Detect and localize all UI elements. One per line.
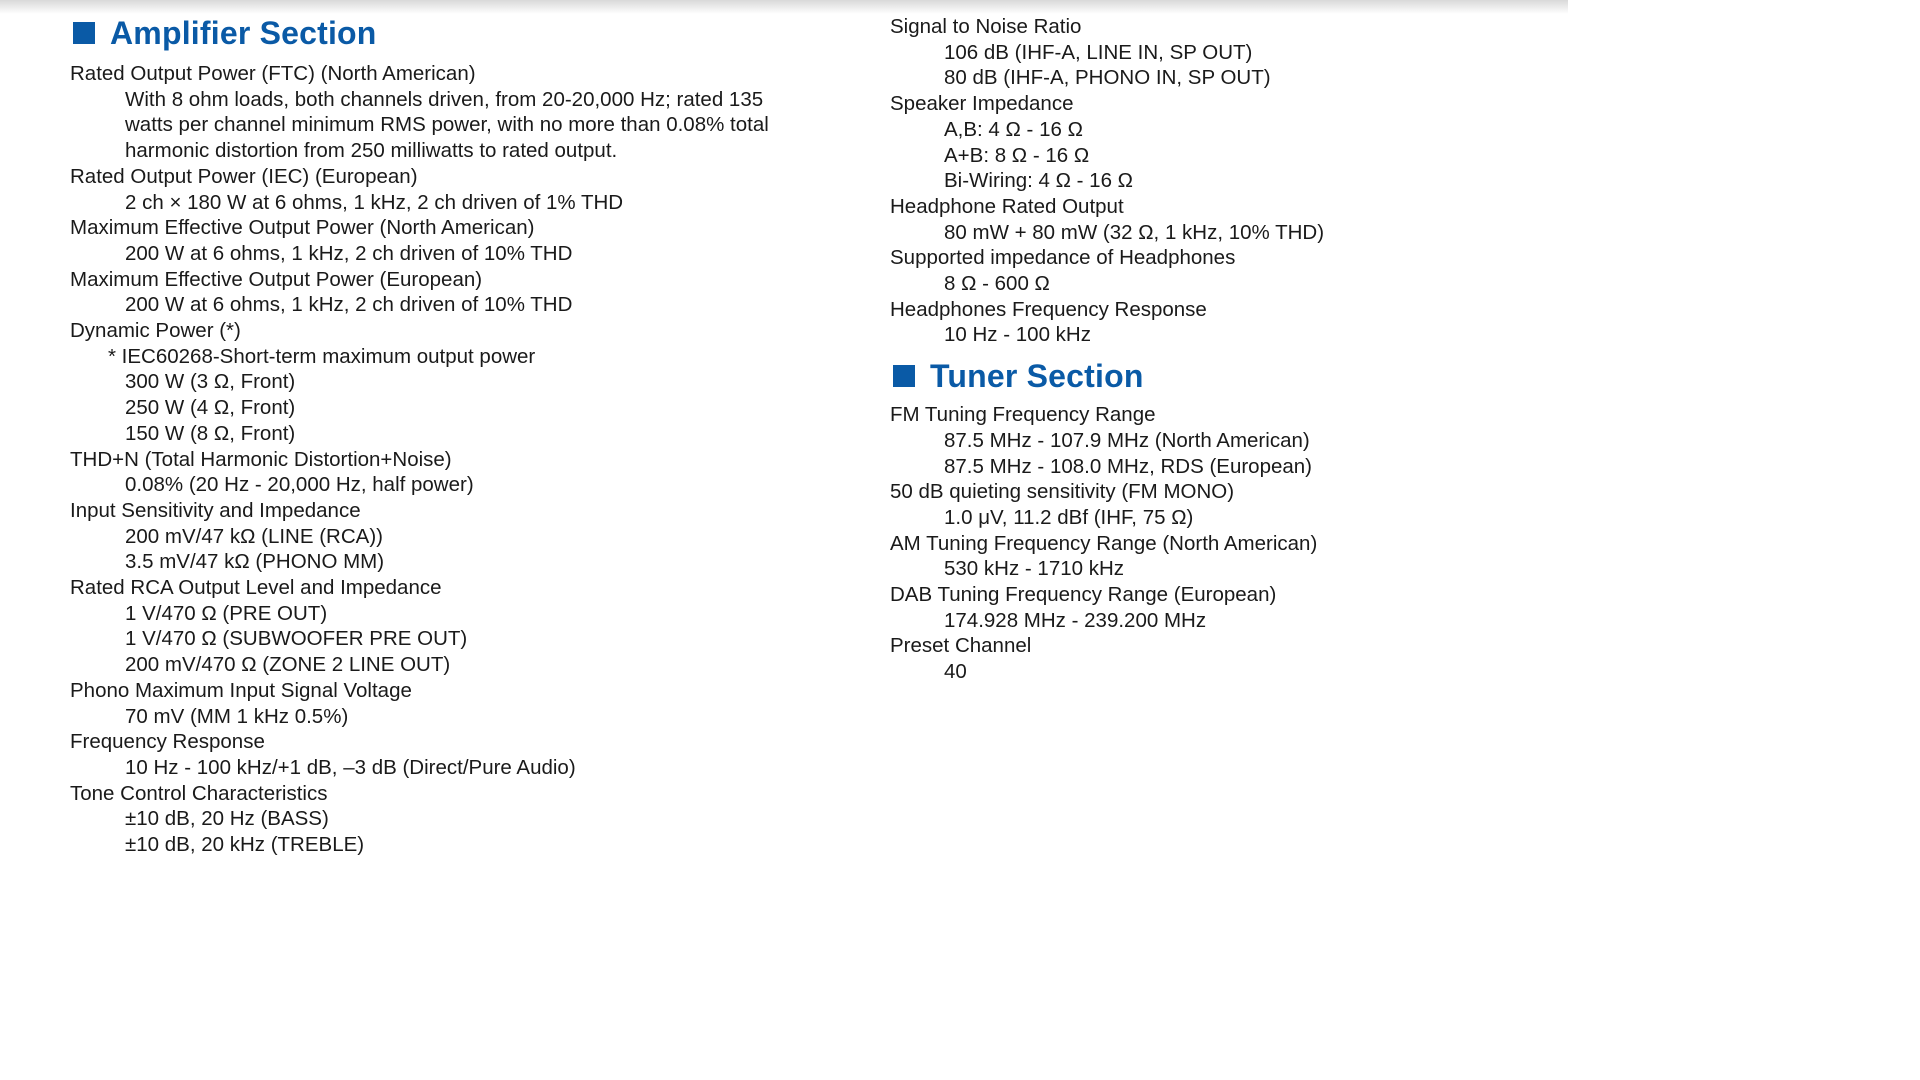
spec-value: A,B: 4 Ω - 16 Ω — [944, 117, 1083, 141]
spec-footnote: * IEC60268-Short-term maximum output power — [108, 344, 536, 368]
amplifier-section-heading — [70, 11, 850, 55]
spec-value: Bi-Wiring: 4 Ω - 16 Ω — [944, 169, 1133, 193]
spec-value: A+B: 8 Ω - 16 Ω — [944, 143, 1090, 167]
spec-value: 200 mV/470 Ω (ZONE 2 LINE OUT) — [125, 653, 451, 677]
spec-label: Speaker Impedance — [890, 92, 1074, 116]
tuner-section-heading — [890, 354, 1550, 398]
spec-label: Maximum Effective Output Power (North American) — [70, 216, 535, 240]
square-bullet-icon — [73, 22, 95, 44]
spec-value: 87.5 MHz - 107.9 MHz (North American) — [944, 428, 1310, 452]
spec-label: Tone Control Characteristics — [70, 781, 328, 805]
spec-label: Rated Output Power (FTC) (North American) — [70, 62, 476, 85]
square-bullet-icon — [893, 365, 915, 387]
spec-label: AM Tuning Frequency Range (North American) — [890, 531, 1318, 555]
spec-dab-range — [890, 582, 1550, 633]
spec-fm-quieting — [890, 479, 1550, 530]
spec-label: Rated RCA Output Level and Impedance — [70, 576, 442, 600]
spec-value: 1 V/470 Ω (PRE OUT) — [125, 601, 328, 625]
spec-rca-output — [70, 575, 850, 678]
spec-label: Signal to Noise Ratio — [890, 15, 1082, 38]
spec-value: 10 Hz - 100 kHz/+1 dB, –3 dB (Direct/Pure Audio) — [125, 755, 576, 779]
spec-label: DAB Tuning Frequency Range (European) — [890, 583, 1277, 607]
spec-label: Supported impedance of Headphones — [890, 246, 1236, 270]
spec-value: 1 V/470 Ω (SUBWOOFER PRE OUT) — [125, 627, 468, 651]
spec-value: 200 mV/47 kΩ (LINE (RCA)) — [125, 524, 383, 548]
spec-thd-n — [70, 447, 850, 498]
spec-value: 200 W at 6 ohms, 1 kHz, 2 ch driven of 10% THD — [125, 293, 573, 317]
spec-value: 1.0 μV, 11.2 dBf (IHF, 75 Ω) — [944, 505, 1194, 529]
spec-headphone-impedance — [890, 245, 1550, 296]
spec-dynamic-power — [70, 318, 850, 447]
spec-label: 50 dB quieting sensitivity (FM MONO) — [890, 480, 1235, 504]
spec-label: Rated Output Power (IEC) (European) — [70, 164, 418, 188]
spec-phono-max — [70, 678, 850, 729]
spec-max-effective-na — [70, 215, 850, 266]
spec-headphone-frequency — [890, 297, 1550, 348]
spec-input-sensitivity — [70, 498, 850, 575]
spec-value: 300 W (3 Ω, Front) — [125, 370, 296, 394]
spec-rated-output-iec — [70, 164, 850, 215]
spec-label: Input Sensitivity and Impedance — [70, 498, 361, 522]
spec-value: 200 W at 6 ohms, 1 kHz, 2 ch driven of 10% THD — [125, 241, 573, 265]
right-column — [890, 0, 1550, 685]
spec-value: 80 dB (IHF-A, PHONO IN, SP OUT) — [944, 66, 1271, 90]
spec-tone-control — [70, 781, 850, 858]
spec-value: 8 Ω - 600 Ω — [944, 272, 1050, 296]
spec-value: 40 — [944, 660, 967, 684]
spec-label: Preset Channel — [890, 634, 1032, 658]
spec-value: ±10 dB, 20 Hz (BASS) — [125, 807, 329, 831]
spec-value: With 8 ohm loads, both channels driven, from 20-20,000 Hz; rated 135 watts per channel minimum RMS power, with no more than 0.08% total harmonic distortion from 250 milliwatts to rated output. — [125, 87, 769, 163]
spec-speaker-impedance — [890, 91, 1550, 194]
spec-value: 250 W (4 Ω, Front) — [125, 396, 296, 420]
spec-value: 80 mW + 80 mW (32 Ω, 1 kHz, 10% THD) — [944, 220, 1325, 244]
spec-value: 3.5 mV/47 kΩ (PHONO MM) — [125, 550, 385, 574]
spec-value: ±10 dB, 20 kHz (TREBLE) — [125, 833, 365, 857]
spec-value: 2 ch × 180 W at 6 ohms, 1 kHz, 2 ch driven of 1% THD — [125, 190, 624, 214]
spec-label: Headphone Rated Output — [890, 194, 1124, 218]
amplifier-section-title: Amplifier Section — [110, 14, 377, 51]
spec-label: Maximum Effective Output Power (European) — [70, 267, 483, 291]
tuner-section-title: Tuner Section — [930, 357, 1144, 394]
spec-rated-output-ftc — [70, 61, 850, 164]
spec-label: THD+N (Total Harmonic Distortion+Noise) — [70, 447, 452, 471]
spec-value: 530 kHz - 1710 kHz — [944, 557, 1125, 581]
spec-label: Dynamic Power (*) — [70, 319, 241, 343]
spec-headphone-output — [890, 194, 1550, 245]
spec-value: 150 W (8 Ω, Front) — [125, 421, 296, 445]
spec-value: 87.5 MHz - 108.0 MHz, RDS (European) — [944, 454, 1312, 478]
spec-value: 70 mV (MM 1 kHz 0.5%) — [125, 704, 349, 728]
left-column — [70, 0, 850, 858]
spec-fm-range — [890, 402, 1550, 479]
spec-label: FM Tuning Frequency Range — [890, 403, 1156, 427]
spec-am-range — [890, 531, 1550, 582]
spec-preset-channel — [890, 633, 1550, 684]
spec-value: 106 dB (IHF-A, LINE IN, SP OUT) — [944, 40, 1253, 64]
spec-value: 174.928 MHz - 239.200 MHz — [944, 608, 1207, 632]
spec-label: Headphones Frequency Response — [890, 297, 1207, 321]
spec-signal-to-noise — [890, 14, 1550, 91]
spec-label: Frequency Response — [70, 730, 265, 754]
spec-label: Phono Maximum Input Signal Voltage — [70, 678, 412, 702]
spec-value: 0.08% (20 Hz - 20,000 Hz, half power) — [125, 473, 474, 497]
spec-value: 10 Hz - 100 kHz — [944, 323, 1091, 347]
spec-frequency-response — [70, 729, 850, 780]
spec-max-effective-eu — [70, 267, 850, 318]
